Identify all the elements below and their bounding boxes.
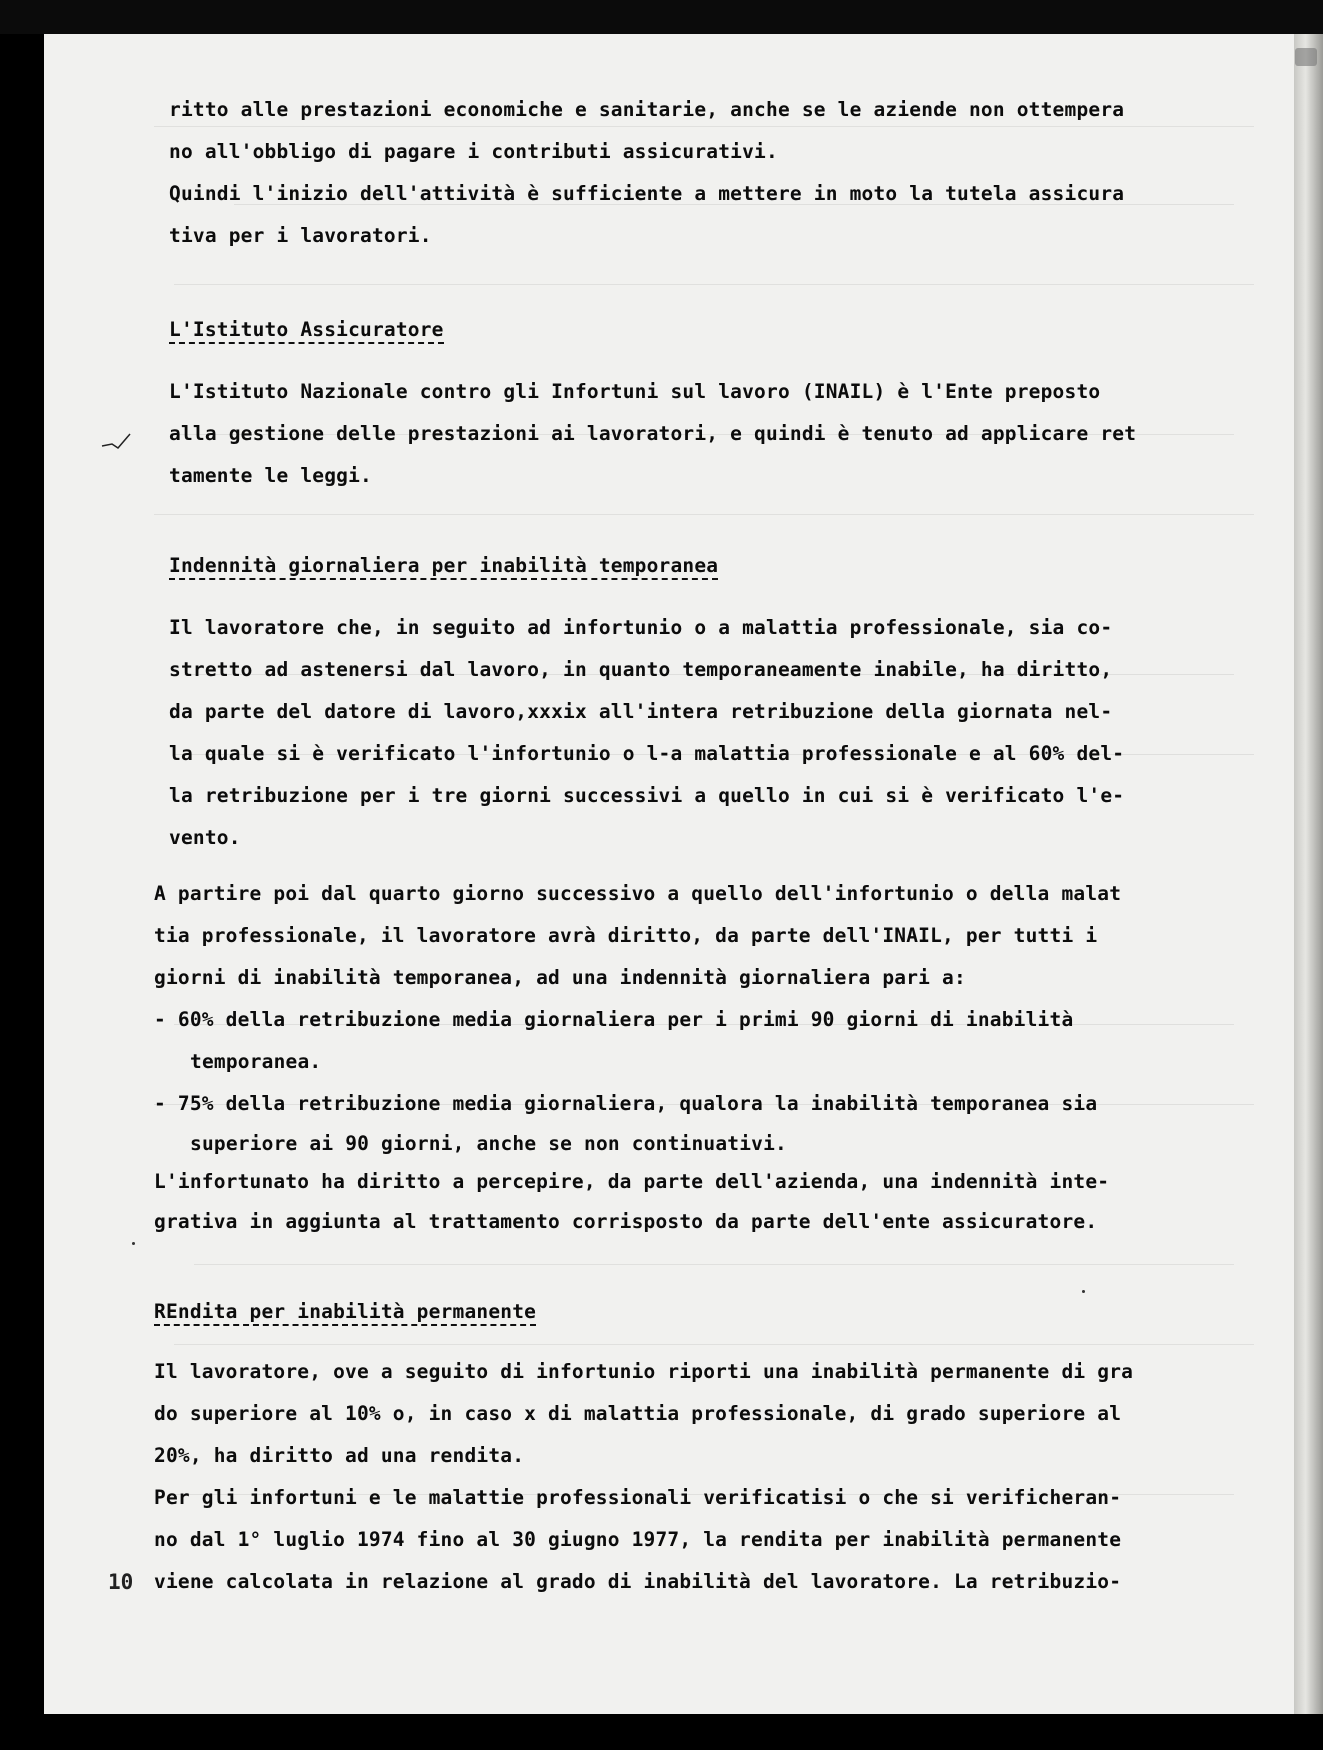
- text-line: A partire poi dal quarto giorno successivo a quello dell'infortunio o della malat: [154, 882, 1122, 905]
- text-line: la quale si è verificato l'infortunio o l-a malattia professionale e al 60% del-: [169, 742, 1125, 765]
- text-line: tamente le leggi.: [169, 464, 372, 487]
- speck: [132, 1242, 135, 1245]
- text-line: Quindi l'inizio dell'attività è sufficiente a mettere in moto la tutela assicura: [169, 182, 1125, 205]
- pen-mark-icon: [100, 432, 136, 452]
- text-line: Il lavoratore, ove a seguito di infortunio riporti una inabilità permanente di gra: [154, 1360, 1134, 1383]
- text-line: tia professionale, il lavoratore avrà diritto, da parte dell'INAIL, per tutti i: [154, 924, 1098, 947]
- text-line: no all'obbligo di pagare i contributi assicurativi.: [169, 140, 778, 163]
- corner-mark: [1295, 48, 1317, 66]
- section-heading-indennita: Indennità giornaliera per inabilità temporanea: [169, 554, 718, 580]
- text-line: Per gli infortuni e le malattie professionali verificatisi o che si verificheran-: [154, 1486, 1122, 1509]
- text-line: giorni di inabilità temporanea, ad una indennità giornaliera pari a:: [154, 966, 966, 989]
- text-line: ritto alle prestazioni economiche e sanitarie, anche se le aziende non ottempera: [169, 98, 1125, 121]
- list-item: - 60% della retribuzione media giornaliera per i primi 90 giorni di inabilità: [154, 1008, 1074, 1031]
- text-line: L'infortunato ha diritto a percepire, da parte dell'azienda, una indennità inte-: [154, 1170, 1110, 1193]
- text-line: la retribuzione per i tre giorni successivi a quello in cui si è verificato l'e-: [169, 784, 1125, 807]
- text-line: vento.: [169, 826, 241, 849]
- text-line: da parte del datore di lavoro,xxxix all'intera retribuzione della giornata nel-: [169, 700, 1113, 723]
- scanner-top-border: [0, 0, 1323, 34]
- text-line: 20%, ha diritto ad una rendita.: [154, 1444, 525, 1467]
- text-line: L'Istituto Nazionale contro gli Infortuni sul lavoro (INAIL) è l'Ente preposto: [169, 380, 1101, 403]
- list-item-continuation: superiore ai 90 giorni, anche se non continuativi.: [190, 1132, 787, 1155]
- page-number: 10: [108, 1570, 134, 1594]
- text-line: tiva per i lavoratori.: [169, 224, 432, 247]
- speck: [1082, 1290, 1085, 1293]
- text-line: viene calcolata in relazione al grado di inabilità del lavoratore. La retribuzio-: [154, 1570, 1122, 1593]
- adjacent-page-edge: [1294, 34, 1323, 1714]
- text-line: no dal 1° luglio 1974 fino al 30 giugno 1977, la rendita per inabilità permanente: [154, 1528, 1122, 1551]
- document-body: [44, 34, 1294, 1714]
- list-item-continuation: temporanea.: [190, 1050, 322, 1073]
- list-item: - 75% della retribuzione media giornaliera, qualora la inabilità temporanea sia: [154, 1092, 1098, 1115]
- document-page: [44, 34, 1294, 1714]
- text-line: do superiore al 10% o, in caso x di malattia professionale, di grado superiore al: [154, 1402, 1122, 1425]
- section-heading-istituto: L'Istituto Assicuratore: [169, 318, 444, 344]
- text-line: alla gestione delle prestazioni ai lavoratori, e quindi è tenuto ad applicare ret: [169, 422, 1137, 445]
- text-line: Il lavoratore che, in seguito ad infortunio o a malattia professionale, sia co-: [169, 616, 1113, 639]
- scanner-bottom-border: [0, 1714, 1323, 1750]
- section-heading-rendita: REndita per inabilità permanente: [154, 1300, 536, 1326]
- text-line: grativa in aggiunta al trattamento corrisposto da parte dell'ente assicuratore.: [154, 1210, 1098, 1233]
- text-line: stretto ad astenersi dal lavoro, in quanto temporaneamente inabile, ha diritto,: [169, 658, 1113, 681]
